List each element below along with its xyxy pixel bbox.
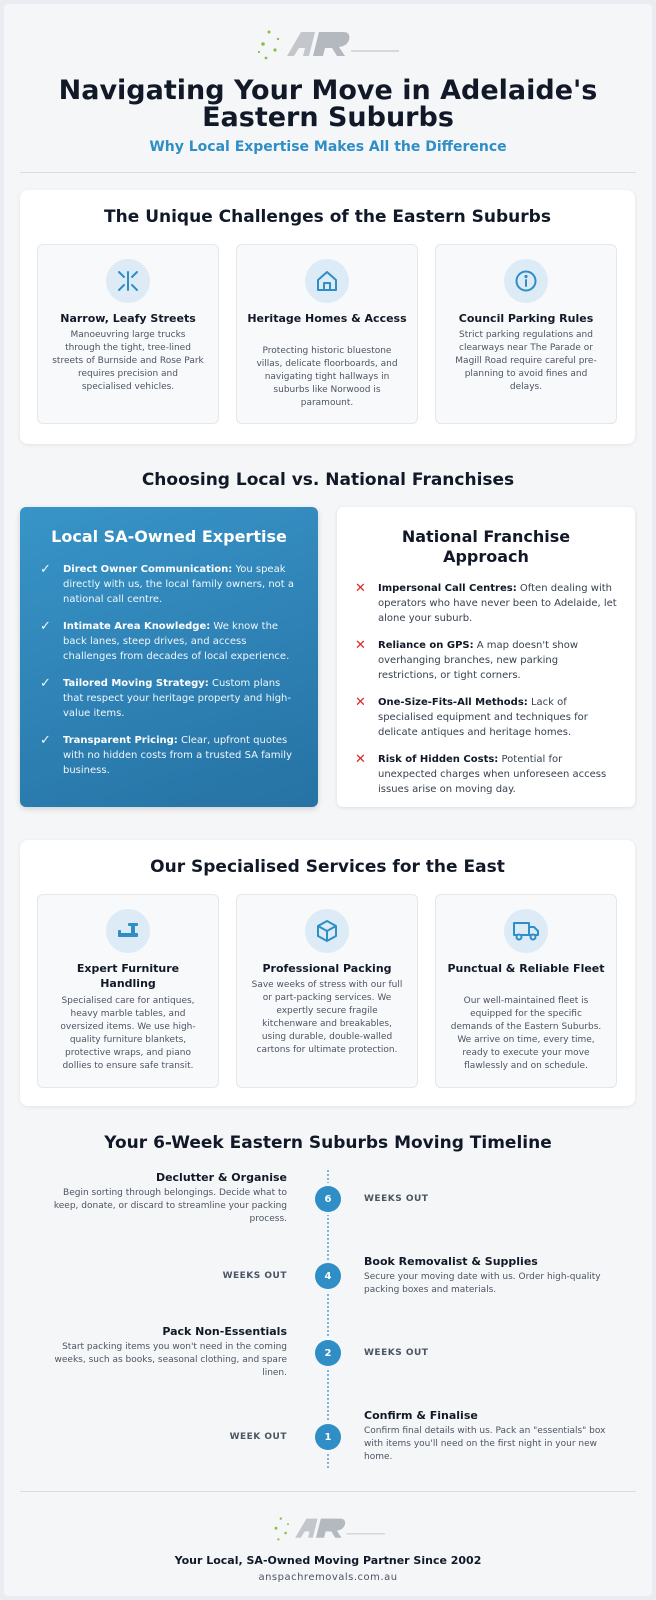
- info-icon: [504, 259, 548, 303]
- timeline-weeks-label: WEEKS OUT: [222, 1271, 287, 1281]
- service-tile: [236, 894, 418, 1088]
- cross-icon: ✕: [355, 695, 366, 710]
- company-logo: [253, 22, 403, 68]
- check-icon: ✓: [40, 562, 51, 577]
- service-title: Expert Furniture Handling: [76, 962, 180, 990]
- timeline-step-text: Book Removalist & Supplies Secure your moving date with us. Order high-quality packing boxes and materials.: [364, 1255, 601, 1295]
- check-icon: ✓: [40, 733, 51, 748]
- company-logo: [268, 1510, 388, 1548]
- timeline-weeks-label: WEEKS OUT: [364, 1194, 429, 1204]
- compress-arrows-icon: [106, 259, 150, 303]
- house-icon: [305, 259, 349, 303]
- local-card-title: Local SA-Owned Expertise: [51, 527, 287, 546]
- challenge-tile: [435, 244, 617, 424]
- timeline-step-number: 1: [315, 1424, 341, 1450]
- challenge-title: Council Parking Rules: [458, 312, 594, 325]
- timeline-weeks-label: WEEK OUT: [229, 1432, 287, 1442]
- challenge-text: Protecting historic bluestone villas, delicate floorboards, and navigating tight hallways in suburbs like Norwood is paramount.: [256, 346, 398, 408]
- local-expertise-card: Local SA-Owned Expertise ✓ Direct Owner Communication: You speak directly with us, the local family owners, not a national call centre. ✓ Intimate Area Knowledge: We know the back lanes, steep drives, and access challenges from decades of local experience. ✓ Tailored Moving Strategy: Custom plans that respect your heritage property and high-value items. ✓ Transparent Pricing: Clear, upfront quotes with no hidden costs from a trusted SA family business.: [20, 507, 318, 807]
- services-title: Our Specialised Services for the East: [150, 857, 505, 877]
- cross-icon: ✕: [355, 752, 366, 767]
- challenges-title: The Unique Challenges of the Eastern Suburbs: [104, 207, 551, 227]
- service-title: Professional Packing: [262, 962, 392, 975]
- check-icon: ✓: [40, 619, 51, 634]
- national-franchise-card: National Franchise Approach ✕ Impersonal Call Centres: Often dealing with operators who have never been to Adelaide, let alone your suburb. ✕ Reliance on GPS: A map doesn't show overhanging branches, new parking restrictions, or tight corners. ✕ One-Size-Fits-All Methods: Lack of specialised equipment and techniques for delicate antiques and heritage homes. ✕ Risk of Hidden Costs: Potential for unexpected charges when unforeseen access issues arise on moving day.: [337, 507, 635, 807]
- services-card: [20, 840, 635, 1106]
- service-tile: [37, 894, 219, 1088]
- timeline-step-text: Declutter & Organise Begin sorting through belongings. Decide what to keep, donate, or discard to streamline your packing process.: [53, 1171, 287, 1224]
- service-text: Our well-maintained fleet is equipped for the specific demands of the Eastern Suburbs. We arrive on time, every time, ready to execute your move flawlessly and on schedule.: [450, 996, 602, 1071]
- service-text: Specialised care for antiques, heavy marble tables, and oversized items. We use high-quality furniture blankets, protective wraps, and piano dollies to ensure safe transit.: [60, 996, 196, 1071]
- timeline-title: Your 6-Week Eastern Suburbs Moving Timeline: [104, 1133, 552, 1153]
- page-subtitle: Why Local Expertise Makes All the Difference: [149, 139, 507, 155]
- page-title: Navigating Your Move in Adelaide's Eastern Suburbs: [58, 75, 598, 133]
- infographic-page: [4, 4, 652, 1596]
- national-card-title: National Franchise Approach: [401, 527, 571, 566]
- service-tile: [435, 894, 617, 1088]
- timeline-step-text: Confirm & Finalise Confirm final details with us. Pack an "essentials" box with items you'll need on the first night in your new home.: [364, 1409, 606, 1462]
- challenge-text: Strict parking regulations and clearways near The Parade or Magill Road require careful pre-planning to avoid fines and delays.: [455, 330, 597, 392]
- timeline-step-number: 2: [315, 1340, 341, 1366]
- service-title: Punctual & Reliable Fleet: [447, 962, 605, 975]
- challenge-tile: [37, 244, 219, 424]
- comparison-title: Choosing Local vs. National Franchises: [141, 470, 515, 490]
- box-icon: [305, 909, 349, 953]
- challenge-title: Heritage Homes & Access: [247, 312, 407, 325]
- cross-icon: ✕: [355, 638, 366, 653]
- challenge-tile: [236, 244, 418, 424]
- divider: [20, 172, 636, 173]
- cross-icon: ✕: [355, 581, 366, 596]
- check-icon: ✓: [40, 676, 51, 691]
- timeline-step-text: Pack Non-Essentials Start packing items you won't need in the coming weeks, such as books, seasonal clothing, and spare linen.: [54, 1325, 287, 1378]
- timeline-step-number: 4: [315, 1263, 341, 1289]
- footer-tagline: Your Local, SA-Owned Moving Partner Since 2002: [174, 1554, 482, 1567]
- footer-website: anspachremovals.com.au: [258, 1572, 398, 1583]
- timeline-step-number: 6: [315, 1186, 341, 1212]
- service-text: Save weeks of stress with our full or part-packing services. We expertly secure fragile kitchenware and breakables, using durable, double-walled cartons for ultimate protection.: [251, 980, 403, 1055]
- timeline-weeks-label: WEEKS OUT: [364, 1348, 429, 1358]
- challenge-title: Narrow, Leafy Streets: [60, 312, 196, 325]
- divider: [20, 1491, 636, 1492]
- challenges-card: [20, 190, 635, 444]
- challenge-text: Manoeuvring large trucks through the tight, tree-lined streets of Burnside and Rose Park requires precision and specialised vehicles.: [52, 330, 204, 392]
- truck-icon: [504, 909, 548, 953]
- dolly-icon: [106, 909, 150, 953]
